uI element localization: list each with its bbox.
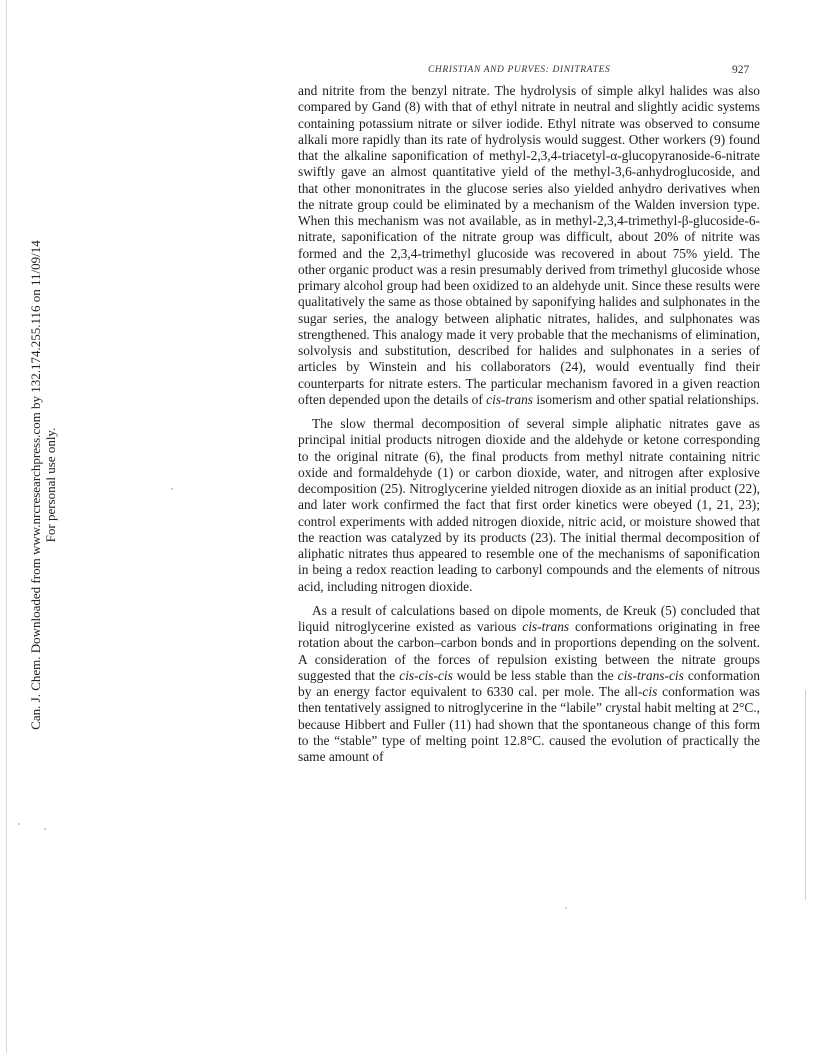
scan-speck	[565, 907, 567, 909]
italic-term: cis-trans	[522, 619, 570, 634]
paragraph-text: The slow thermal decomposition of several simple aliphatic nitrates gave as principal initial products nitrogen dioxide and the aldehyde or ketone corresponding to the original nitrate (6), the final products from methyl nitrate containing nitric oxide and formaldehyde (1) or carbon dioxide, water, and nitrogen after explosive decomposition (25). Nitroglycerine yielded nitrogen dioxide as an initial product (22), and later work confirmed the fact that first order kinetics were obeyed (1, 21, 23); control experiments with added nitrogen dioxide, nitric acid, or moisture showed that the reaction was catalyzed by its products (23). The initial thermal decomposition of aliphatic nitrates thus appeared to resemble one of the mechanisms of saponification in being a redox reaction leading to carbonyl compounds and the elements of nitrous acid, including nitrogen dioxide.	[298, 416, 760, 594]
running-head: CHRISTIAN AND PURVES: DINITRATES	[428, 65, 611, 75]
body-paragraph	[298, 83, 760, 408]
scan-edge-mark	[805, 690, 806, 900]
article-body	[298, 83, 760, 773]
page-number: 927	[732, 64, 750, 76]
body-paragraph	[298, 416, 760, 595]
paragraph-text: As a result of calculations based on dipole moments, de Kreuk (5) concluded that liquid nitroglycerine existed as various	[298, 602, 760, 634]
paragraph-text: conformation was then tentatively assigned to nitroglycerine in the “labile” crystal habit melting at 2°C., because Hibbert and Fuller (11) had shown that the spontaneous change of this form to the “stable” type of melting point 12.8°C. caused the evolution of practically the same amount of	[298, 684, 760, 764]
italic-term: cis	[642, 684, 658, 699]
download-watermark-line: Can. J. Chem. Downloaded from www.nrcresearchpress.com by 132.174.255.116 on 11/09/14	[28, 240, 43, 730]
personal-use-note: For personal use only.	[43, 427, 58, 543]
paragraph-text: conformation by an energy factor equivalent to 6330 cal. per mole. The all-	[298, 667, 760, 699]
download-watermark	[0, 190, 56, 780]
paragraph-text: isomerism and other spatial relationships.	[533, 391, 760, 407]
paragraph-text: conformations originating in free rotation about the carbon–carbon bonds and in proportions depending on the solvent. A consideration of the forces of repulsion existing between the nitrate groups suggested that the	[298, 619, 760, 683]
scan-speck	[18, 823, 20, 825]
italic-term: cis-trans	[486, 391, 534, 407]
body-paragraph	[298, 603, 760, 766]
scan-speck	[44, 828, 46, 830]
paragraph-text: would be less stable than the	[452, 667, 618, 683]
italic-term: cis-trans-cis	[617, 667, 684, 683]
scan-speck	[171, 488, 173, 490]
paragraph-text: and nitrite from the benzyl nitrate. The hydrolysis of simple alkyl halides was also compared by Gand (8) with that of ethyl nitrate in neutral and slightly acidic systems containing potassium nitrate or silver iodide. Ethyl nitrate was observed to consume alkali more rapidly than its rate of hydrolysis would suggest. Other workers (9) found that the alkaline saponification of methyl-2,3,4-triacetyl-α-glucopyranoside-6-nitrate swiftly gave an almost quantitative yield of the methyl-3,6-anhydroglucoside, and that other mononitrates in the glucose series also yielded anhydro derivatives when the nitrate group could be eliminated by a mechanism of the Walden inversion type. When this mechanism was not available, as in methyl-2,3,4-trimethyl-β-glucoside-6-nitrate, saponification of the nitrate group was difficult, about 20% of nitrite was formed and the 2,3,4-trimethyl glucoside was recovered in about 75% yield. The other organic product was a resin presumably derived from trimethyl glucoside whose primary alcohol group had been oxidized to an aldehyde unit. Since these results were qualitatively the same as those obtained by saponifying halides and sulphonates in the sugar series, the analogy between aliphatic nitrates, halides, and sulphonates was strengthened. This analogy made it very probable that the mechanisms of elimination, solvolysis and substitution, described for halides and sulphonates in a series of articles by Winstein and his collaborators (24), would eventually find their counterparts for nitrate esters. The particular mechanism favored in a given reaction often depended upon the details of	[298, 83, 760, 407]
download-watermark-text	[28, 190, 58, 780]
italic-term: cis-cis-cis	[399, 667, 453, 683]
